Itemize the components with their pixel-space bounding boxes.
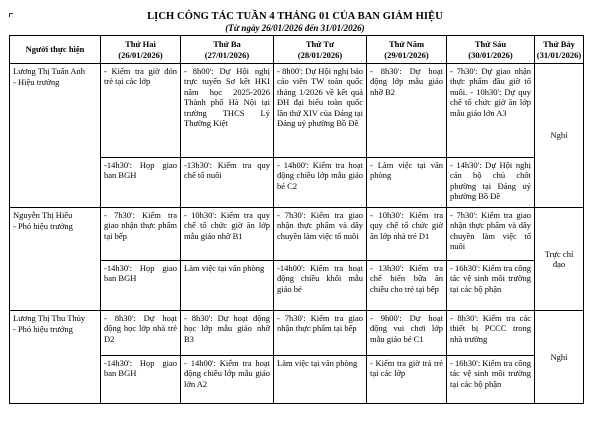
task-cell: - 7h30': Kiểm tra giao nhận thực phẩm và dây chuyền làm việc tổ nuôi [274,208,367,261]
header-day: Thứ Ba [213,39,241,50]
person-cell [10,64,101,208]
header-date: (31/01/2026) [536,49,582,60]
task-cell: - 8h30': Kiểm tra các thiết bị PCCC trong nhà trường [447,311,535,356]
header-row [10,36,584,64]
task-cell: Làm việc tại văn phòng [181,261,274,311]
task-cell: -14h00': Kiểm tra hoạt động chiều khối mẫu giáo bé [274,261,367,311]
task-cell: - 8h00': Dự Hội nghị trực tuyến Sơ kết HKI năm học 2025-2026 Thành phố Hà Nội tại trường THCS Lý Thường Kiệt [181,64,274,158]
person-name: Lương Thị Thu Thủy [13,313,86,323]
task-cell: - 13h30': Kiểm tra chế biến bữa ăn chiều cho trẻ tại bếp [367,261,447,311]
task-cell: - 14h00': Kiểm tra hoạt động chiều lớp mẫu giáo bé C2 [274,158,367,208]
header-date: (26/01/2026) [118,49,163,60]
task-cell: - 9h00': Dự hoạt động vui chơi lớp mẫu giáo bé C1 [367,311,447,356]
saturday-cell: Nghỉ [535,64,584,208]
task-cell: - 7h30': Kiểm tra giao nhận thực phẩm tại bếp [101,208,181,261]
task-cell: Làm việc tại văn phòng [274,356,367,404]
header-day: Thứ Bảy [543,39,575,50]
task-cell: - 16h30': Kiểm tra công tác vệ sinh môi trường tại các bộ phận [447,356,535,404]
header-saturday [535,36,584,64]
task-cell: - 16h30': Kiểm tra công tác vệ sinh môi trường tại các bộ phận [447,261,535,311]
person-role: - Phó hiệu trưởng [13,323,73,334]
header-person: Người thực hiện [10,36,101,64]
schedule-table [9,35,584,404]
task-cell: - 8h30': Dự hoạt động học lớp mẫu giáo nhỡ B3 [181,311,274,356]
task-cell: - Kiểm tra giờ trả trẻ tại các lớp [367,356,447,404]
task-cell: - 7h30': Dự giao nhận thực phẩm đầu giờ tổ nuôi. - 10h30': Dự quy chế tổ chức giờ ăn lớp mẫu giáo lớn A3 [447,64,535,158]
task-cell: - 10h30': Kiểm tra quy chế tổ chức giờ ăn lớp mẫu giáo nhỡ B1 [181,208,274,261]
row-1-morning [10,64,584,158]
task-cell: - 8h30': Dự hoạt động lớp mẫu giáo nhỡ B2 [367,64,447,158]
task-cell: - 10h30': Kiểm tra quy chế tổ chức giờ ăn lớp nhà trẻ D1 [367,208,447,261]
row-3-morning [10,311,584,356]
task-cell: -13h30': Kiểm tra quy chế tổ nuôi [181,158,274,208]
person-role: - Phó hiệu trưởng [13,220,73,231]
row-2-morning [10,208,584,261]
saturday-cell: Nghỉ [535,311,584,404]
task-cell: - 14h00': Kiểm tra hoạt động chiều lớp mẫu giáo lớn A2 [181,356,274,404]
task-cell: -14h30': Họp giao ban BGH [101,261,181,311]
task-cell: - 8h00': Dự Hội nghị báo cáo viên TW toàn quốc tháng 1/2026 về kết quả ĐH đại biểu toàn quốc lần thứ XIV của Đảng tại Đảng uỷ phường Bồ Đề [274,64,367,158]
header-date: (28/01/2026) [297,49,343,60]
task-cell: -14h30': Họp giao ban BGH [101,356,181,404]
header-day: Thứ Tư [305,39,335,50]
header-day: Thứ Hai [125,39,156,50]
person-name: Lương Thị Tuấn Anh [13,66,86,76]
task-cell: - 7h30': Kiểm tra giao nhận thực phẩm và dây chuyền làm việc tổ nuôi [447,208,535,261]
header-day: Thứ Năm [388,39,425,50]
header-wednesday [274,36,367,64]
task-cell: -14h30': Họp giao ban BGH [101,158,181,208]
header-friday [447,36,535,64]
header-monday [101,36,181,64]
task-cell: - Kiểm tra giờ đón trẻ tại các lớp [101,64,181,158]
person-cell [10,311,101,404]
saturday-cell: Trực chỉ đạo [535,208,584,311]
person-name: Nguyễn Thị Hiếu [13,210,73,220]
task-cell: - 14h30': Dự Hội nghị cán bộ chủ chốt phường tại Đảng uỷ phường Bồ Đề [447,158,535,208]
person-role: - Hiệu trưởng [13,76,60,87]
task-cell: - Làm việc tại văn phòng [367,158,447,208]
page-subtitle: (Từ ngày 26/01/2026 đến 31/01/2026) [225,23,365,33]
person-cell [10,208,101,311]
task-cell: - 8h30': Dự hoạt động học lớp nhà trẻ D2 [101,311,181,356]
header-date: (30/01/2026) [468,49,513,60]
header-date: (27/01/2026) [204,49,250,60]
header-thursday [367,36,447,64]
task-cell: - 7h30': Kiểm tra giao nhận thực phẩm tại bếp [274,311,367,356]
header-date: (29/01/2026) [384,49,429,60]
header-tuesday [181,36,274,64]
page-title: LỊCH CÔNG TÁC TUẦN 4 THÁNG 01 CỦA BAN GIÁM HIỆU [147,11,443,22]
header-day: Thứ Sáu [474,39,507,50]
